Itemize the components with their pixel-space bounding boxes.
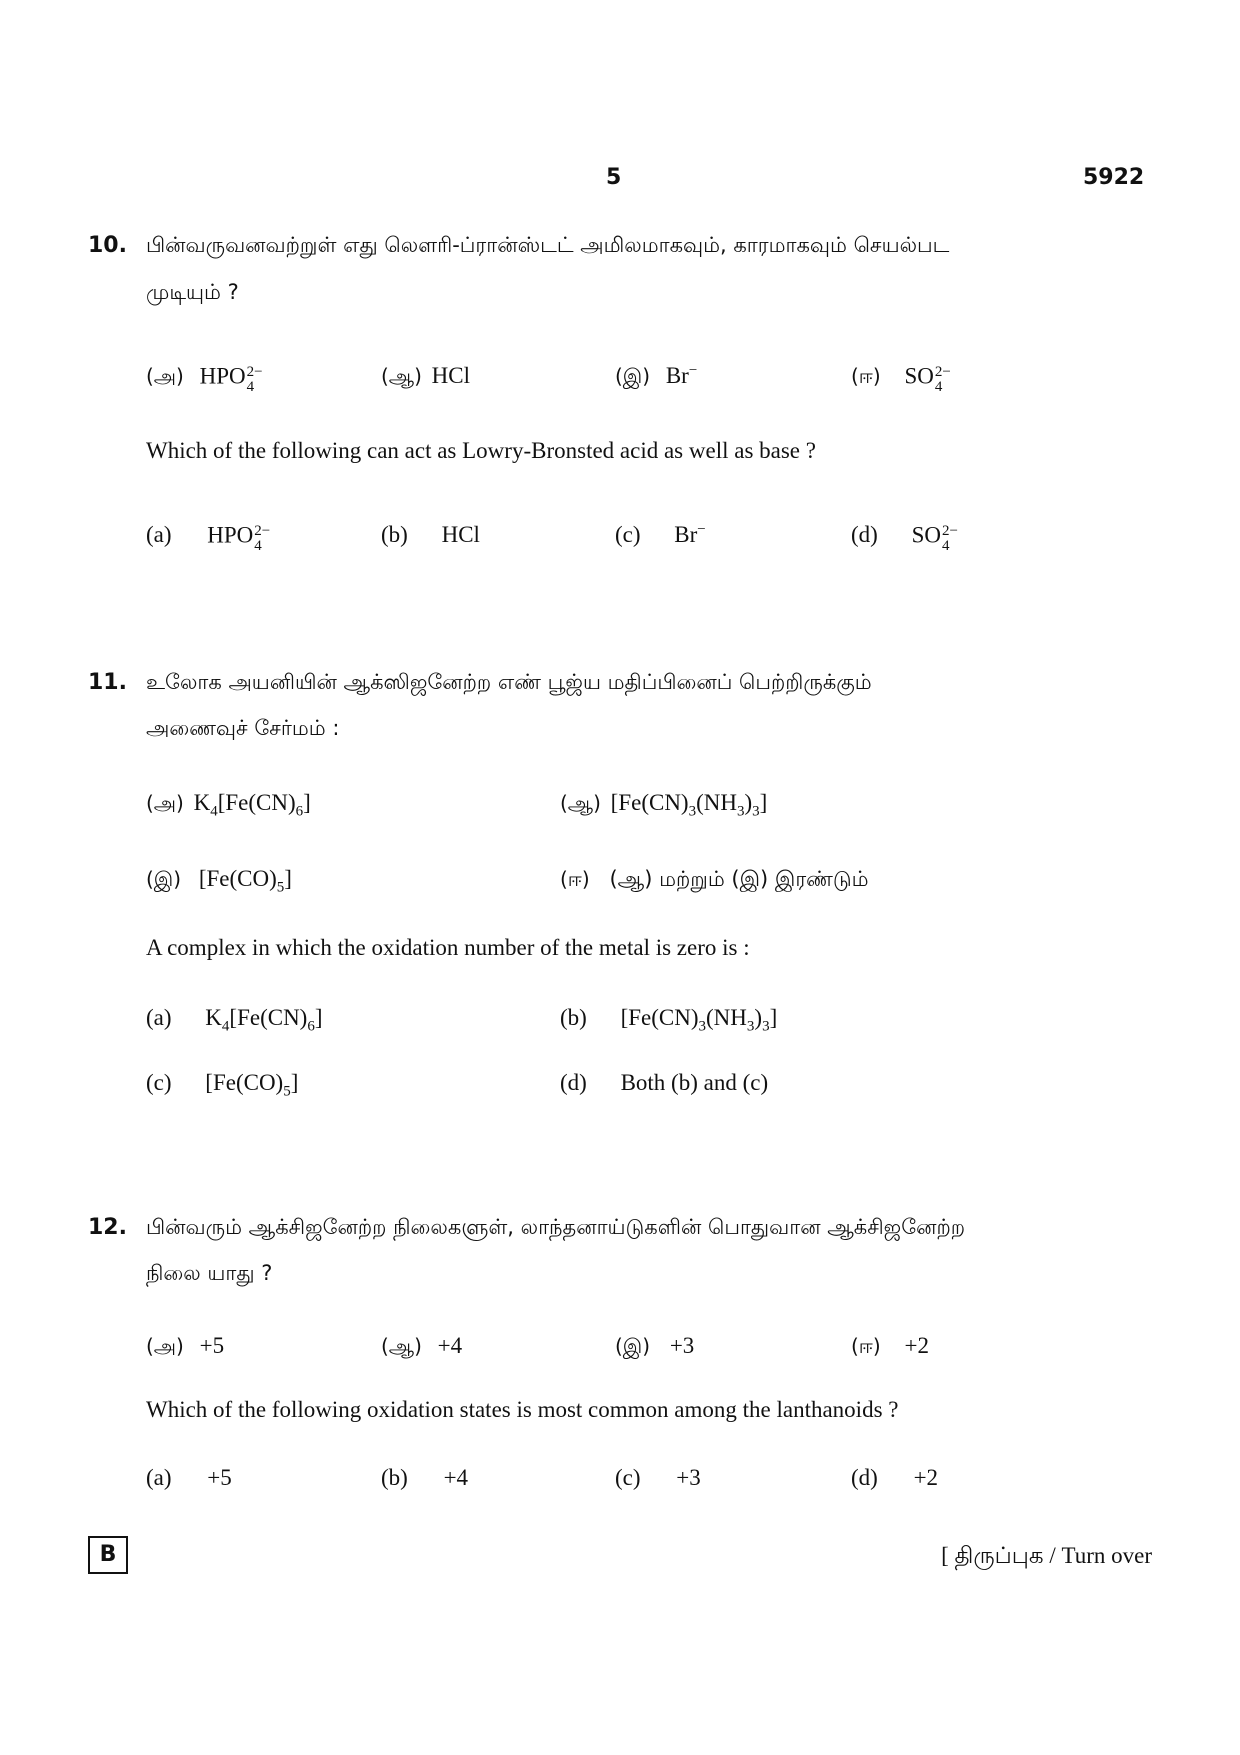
option-a-tamil[interactable]: [146, 1333, 224, 1361]
option-label: (c): [615, 522, 641, 547]
question-text-tamil-line1: பின்வரும் ஆக்சிஜனேற்ற நிலைகளுள், லாந்தனாய்டுகளின் பொதுவான ஆக்சிஜனேற்ற: [146, 1215, 966, 1239]
option-value: Br−: [665, 362, 698, 388]
option-value: $K_4[Fe(CN)_6]$: [193, 790, 311, 820]
option-d[interactable]: [851, 522, 958, 552]
option-value: $K_4[Fe(CN)_6]$: [205, 1005, 323, 1035]
option-a-tamil[interactable]: [146, 790, 311, 818]
option-value: +5: [199, 1333, 225, 1358]
option-label: (ஆ): [381, 364, 422, 388]
question-text-english: Which of the following can act as Lowry-Bronsted acid as well as base ?: [146, 438, 816, 463]
option-b-tamil[interactable]: [381, 1333, 462, 1361]
option-a[interactable]: [146, 522, 270, 552]
option-label: (d): [851, 522, 878, 548]
option-label: (அ): [146, 1334, 184, 1358]
question-number: 11.: [88, 670, 127, 695]
option-c-tamil[interactable]: [615, 1333, 694, 1361]
option-c-tamil[interactable]: [615, 363, 697, 391]
option-label: (ஆ): [381, 1334, 422, 1358]
question-text-english: A complex in which the oxidation number of the metal is zero is :: [146, 935, 750, 960]
option-label: (அ): [146, 791, 184, 815]
option-value: +2: [904, 1333, 929, 1358]
option-value: SO 2− 4: [911, 522, 958, 554]
paper-code: 5922: [1083, 165, 1145, 190]
question-text-english: Which of the following oxidation states is most common among the lanthanoids ?: [146, 1397, 899, 1422]
question-number: 10.: [88, 233, 127, 258]
option-a[interactable]: [146, 1465, 232, 1491]
option-value: +2: [913, 1465, 939, 1490]
option-b-tamil[interactable]: [560, 790, 767, 818]
option-c[interactable]: [615, 1465, 701, 1491]
option-d-tamil[interactable]: [851, 1333, 929, 1361]
option-value: SO 2− 4: [904, 363, 951, 395]
option-d-tamil[interactable]: [560, 866, 869, 894]
question-number: 12.: [88, 1215, 127, 1240]
question-text-tamil-line2: அணைவுச் சேர்மம் :: [146, 716, 340, 740]
option-label: (ஈ): [851, 1334, 881, 1358]
question-text-tamil-line2: நிலை யாது ?: [146, 1261, 273, 1285]
option-value: +3: [676, 1465, 701, 1490]
option-label: (c): [146, 1070, 172, 1095]
option-label: (ஆ): [560, 791, 601, 815]
option-c-tamil[interactable]: [146, 866, 292, 894]
option-label: (இ): [146, 867, 182, 891]
option-label: (இ): [615, 364, 651, 388]
option-c[interactable]: [615, 522, 706, 548]
option-a[interactable]: [146, 1005, 323, 1035]
option-label: (இ): [615, 1334, 651, 1358]
option-d[interactable]: [560, 1070, 768, 1096]
option-b[interactable]: [381, 522, 480, 548]
option-value: $[Fe(CN)_3(NH_3)_3]$: [610, 790, 768, 820]
question-text-tamil-line2: முடியும் ?: [146, 280, 239, 304]
option-b-tamil[interactable]: [381, 363, 470, 391]
option-label: (a): [146, 522, 172, 548]
option-label: (b): [560, 1005, 587, 1030]
option-label: (ஈ): [560, 867, 590, 891]
option-c[interactable]: [146, 1070, 299, 1100]
option-value: HCl: [431, 363, 470, 388]
option-value: $[Fe(CO)_5]$: [198, 866, 292, 896]
option-label: (b): [381, 522, 408, 547]
option-label: (a): [146, 1005, 172, 1030]
option-label: (d): [851, 1465, 878, 1490]
question-text-tamil-line1: பின்வருவனவற்றுள் எது லௌரி-ப்ரான்ஸ்டட் அமிலமாகவும், காரமாகவும் செயல்பட: [146, 233, 950, 257]
option-value: (ஆ) மற்றும் (இ) இரண்டும்: [609, 867, 869, 891]
option-value: Both (b) and (c): [620, 1070, 769, 1095]
option-value: HPO 2− 4: [199, 363, 263, 395]
option-value: +4: [443, 1465, 469, 1490]
option-d[interactable]: [851, 1465, 938, 1491]
option-label: (a): [146, 1465, 172, 1490]
option-label: (அ): [146, 364, 184, 389]
option-value: +5: [207, 1465, 232, 1490]
option-value: +4: [437, 1333, 463, 1358]
option-label: (b): [381, 1465, 408, 1490]
turn-over-text: [ திருப்புக / Turn over: [941, 1543, 1152, 1568]
option-value: $[Fe(CO)_5]$: [205, 1070, 299, 1100]
option-label: (ஈ): [851, 364, 881, 389]
page-number: 5: [606, 165, 622, 190]
option-label: (d): [560, 1070, 587, 1095]
option-a-tamil[interactable]: [146, 363, 263, 393]
option-value: $[Fe(CN)_3(NH_3)_3]$: [620, 1005, 778, 1035]
question-text-tamil-line1: உலோக அயனியின் ஆக்ஸிஜனேற்ற எண் பூஜ்ய மதிப்பினைப் பெற்றிருக்கும்: [146, 670, 872, 694]
option-value: +3: [669, 1333, 695, 1358]
option-value: HPO 2− 4: [207, 522, 271, 554]
option-d-tamil[interactable]: [851, 363, 951, 393]
option-value: Br−: [674, 521, 706, 547]
option-label: (c): [615, 1465, 641, 1490]
booklet-code-box: B: [88, 1536, 128, 1574]
option-value: HCl: [441, 522, 480, 547]
option-b[interactable]: [560, 1005, 778, 1035]
option-b[interactable]: [381, 1465, 468, 1491]
